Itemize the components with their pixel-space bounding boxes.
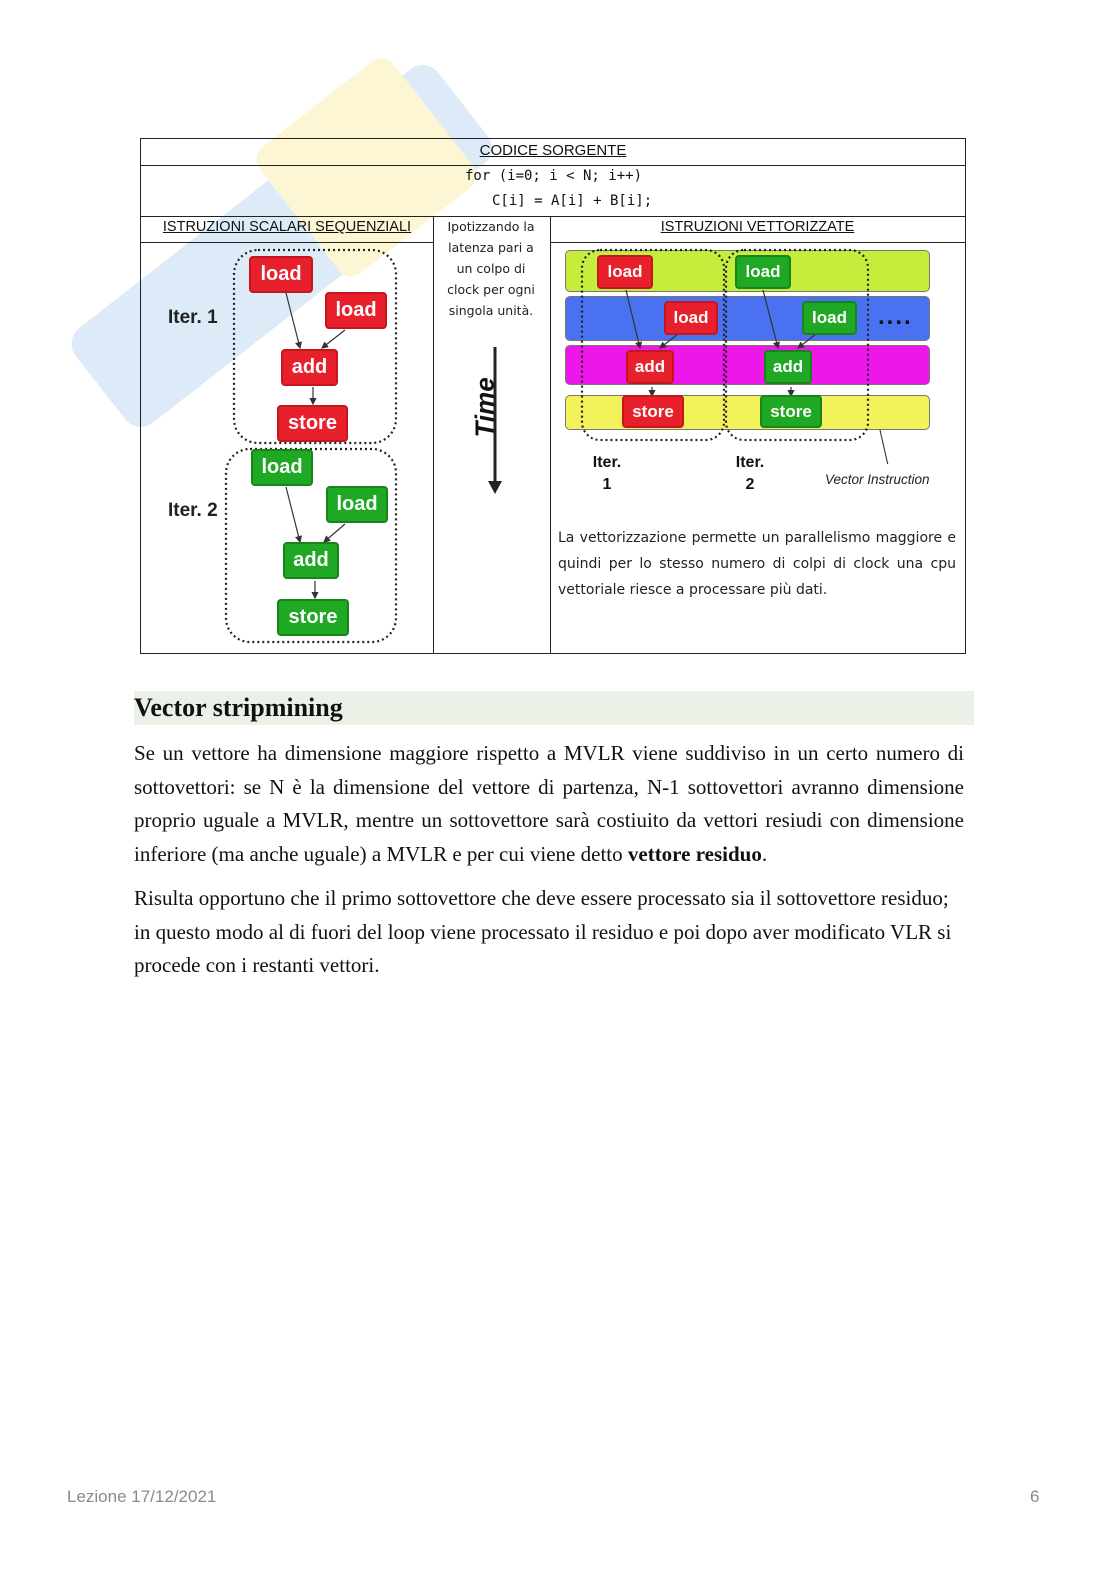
code-line-1: for (i=0; i < N; i++) bbox=[465, 168, 643, 184]
iter2-load-a: load bbox=[251, 449, 313, 486]
vec-iter1-load-a: load bbox=[597, 255, 653, 289]
vec-iter2-load-a: load bbox=[735, 255, 791, 289]
time-label: Time bbox=[469, 377, 500, 438]
vec-iter2-label: Iter. 2 bbox=[735, 454, 765, 493]
iter1-load-b: load bbox=[325, 292, 387, 329]
paragraph-1: Se un vettore ha dimensione maggiore rispetto a MVLR viene suddiviso in un certo numero di sottovettori: se N è la dimensione del vettore di partenza, N-1 sottovettori avranno dimensione proprio uguale a MVLR, mentre un sottovettore sarà costiuito da vettori resiudi con dimensione inferiore (ma anche uguale) a MVLR e per cui viene detto vettore residuo. bbox=[134, 741, 964, 866]
vec-iter1-label: Iter. 1 bbox=[592, 454, 622, 493]
header-title: CODICE SORGENTE bbox=[479, 142, 627, 159]
vector-instruction-label: Vector Instruction bbox=[825, 472, 930, 487]
latency-note: Ipotizzando la latenza pari a un colpo di clock per ogni singola unità. bbox=[447, 219, 535, 318]
bold-term: vettore residuo bbox=[627, 841, 762, 866]
vec-iter2-load-b: load bbox=[802, 301, 857, 335]
vector-caption: La vettorizzazione permette un parallelismo maggiore e quindi per lo stesso numero di colpi di clock una cpu vettoriale riesce a processare più dati. bbox=[558, 530, 956, 598]
iter2-load-b: load bbox=[326, 486, 388, 523]
iter2-label: Iter. 2 bbox=[168, 500, 218, 521]
footer-lecture-date: Lezione 17/12/2021 bbox=[67, 1487, 217, 1506]
iter2-store: store bbox=[277, 599, 349, 636]
code-line-2: C[i] = A[i] + B[i]; bbox=[492, 193, 653, 209]
vector-column-title: ISTRUZIONI VETTORIZZATE bbox=[660, 219, 855, 235]
iter1-store: store bbox=[277, 405, 348, 442]
more-iterations-ellipsis: .... bbox=[878, 303, 913, 330]
scalar-flow-arrows bbox=[140, 242, 432, 652]
vec-iter2-store: store bbox=[760, 395, 822, 428]
vec-iter1-add: add bbox=[626, 350, 674, 384]
iter1-load-a: load bbox=[249, 256, 313, 293]
iter1-label: Iter. 1 bbox=[168, 307, 218, 328]
vec-iter2-add: add bbox=[764, 350, 812, 384]
section-heading: Vector stripmining bbox=[134, 693, 343, 722]
vec-iter1-store: store bbox=[622, 395, 684, 428]
iter1-add: add bbox=[281, 349, 338, 386]
vec-iter1-load-b: load bbox=[664, 301, 718, 335]
scalar-column-title: ISTRUZIONI SCALARI SEQUENZIALI bbox=[162, 219, 412, 235]
footer-page-number: 6 bbox=[1030, 1487, 1040, 1506]
paragraph-2: Risulta opportuno che il primo sottovettore che deve essere processato sia il sottovettore residuo; in questo modo al di fuori del loop viene processato il residuo e poi dopo aver modificato VLR si procede con i restanti vettori. bbox=[134, 886, 952, 977]
iter2-add: add bbox=[283, 542, 339, 579]
